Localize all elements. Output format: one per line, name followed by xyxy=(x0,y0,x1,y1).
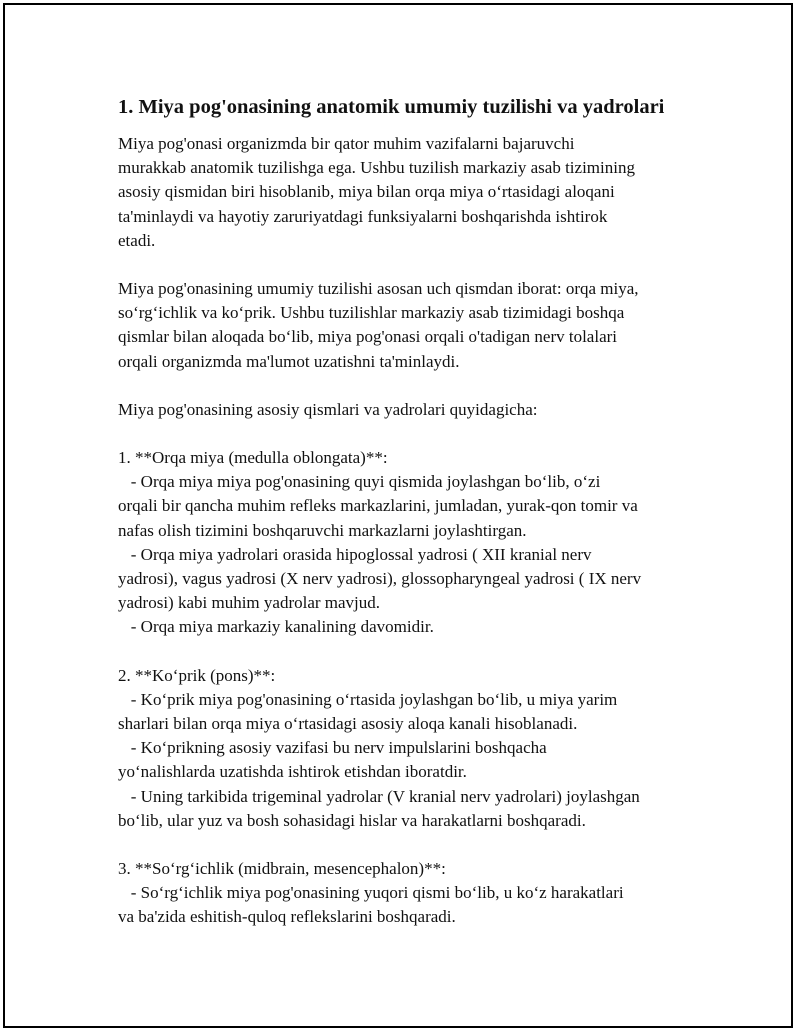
text-line: va ba'zida eshitish-quloq reflekslarini boshqaradi. xyxy=(118,907,456,927)
text-line: ta'minlaydi va hayotiy zaruriyatdagi funksiyalarni boshqarishda ishtirok xyxy=(118,206,608,226)
text-line: 3. **So‘rg‘ichlik (midbrain, mesencephalon)**: xyxy=(118,859,446,879)
text-line: yadrosi), vagus yadrosi (X nerv yadrosi), glossopharyngeal yadrosi ( IX nerv xyxy=(118,569,642,589)
text-line: murakkab anatomik tuzilishga ega. Ushbu tuzilish markaziy asab tizimining xyxy=(118,158,635,178)
document-title: 1. Miya pog'onasining anatomik umumiy tuzilishi va yadrolari xyxy=(118,96,665,118)
text-line: orqali organizmda ma'lumot uzatishni ta'minlaydi. xyxy=(118,351,460,371)
text-line: 2. **Ko‘prik (pons)**: xyxy=(118,665,276,685)
text-line: qismlar bilan aloqada bo‘lib, miya pog'onasi orqali o'tadigan nerv tolalari xyxy=(118,327,617,347)
text-line: yo‘nalishlarda uzatishda ishtirok etishdan iboratdir. xyxy=(118,762,467,782)
text-line: etadi. xyxy=(118,230,156,250)
paragraph xyxy=(118,664,698,833)
document-body xyxy=(118,94,698,954)
text-line: - So‘rg‘ichlik miya pog'onasining yuqori qismi bo‘lib, u ko‘z harakatlari xyxy=(118,883,624,903)
paragraph xyxy=(118,857,698,930)
text-line: - Orqa miya miya pog'onasining quyi qismida joylashgan bo‘lib, o‘zi xyxy=(118,472,601,492)
text-line: yadrosi) kabi muhim yadrolar mavjud. xyxy=(118,593,381,613)
text-line: - Orqa miya yadrolari orasida hipoglossal yadrosi ( XII kranial nerv xyxy=(118,544,592,564)
text-line: sharlari bilan orqa miya o‘rtasidagi asosiy aloqa kanali hisoblanadi. xyxy=(118,714,578,734)
text-line: - Ko‘prikning asosiy vazifasi bu nerv impulslarini boshqacha xyxy=(118,738,547,758)
paragraph xyxy=(118,277,698,374)
text-line: orqali bir qancha muhim refleks markazlarini, jumladan, yurak-qon tomir va xyxy=(118,496,638,516)
text-line: bo‘lib, ular yuz va bosh sohasidagi hislar va harakatlarni boshqaradi. xyxy=(118,810,586,830)
text-line: asosiy qismidan biri hisoblanib, miya bilan orqa miya o‘rtasidagi aloqani xyxy=(118,182,615,202)
text-line: Miya pog'onasining asosiy qismlari va yadrolari quyidagicha: xyxy=(118,399,538,419)
text-line: Miya pog'onasi organizmda bir qator muhim vazifalarni bajaruvchi xyxy=(118,134,575,153)
paragraph-list xyxy=(118,132,698,930)
text-line: 1. **Orqa miya (medulla oblongata)**: xyxy=(118,448,388,468)
paragraph xyxy=(118,132,698,253)
text-line: - Uning tarkibida trigeminal yadrolar (V kranial nerv yadrolari) joylashgan xyxy=(118,786,640,806)
text-line: Miya pog'onasining umumiy tuzilishi asosan uch qismdan iborat: orqa miya, xyxy=(118,279,639,299)
text-line: so‘rg‘ichlik va ko‘prik. Ushbu tuzilishlar markaziy asab tizimidagi boshqa xyxy=(118,303,625,323)
text-line: - Ko‘prik miya pog'onasining o‘rtasida joylashgan bo‘lib, u miya yarim xyxy=(118,689,618,709)
text-line: - Orqa miya markaziy kanalining davomidir. xyxy=(118,617,434,637)
text-line: nafas olish tizimini boshqaruvchi markazlarni joylashtirgan. xyxy=(118,520,527,540)
paragraph xyxy=(118,446,698,640)
paragraph xyxy=(118,398,698,422)
